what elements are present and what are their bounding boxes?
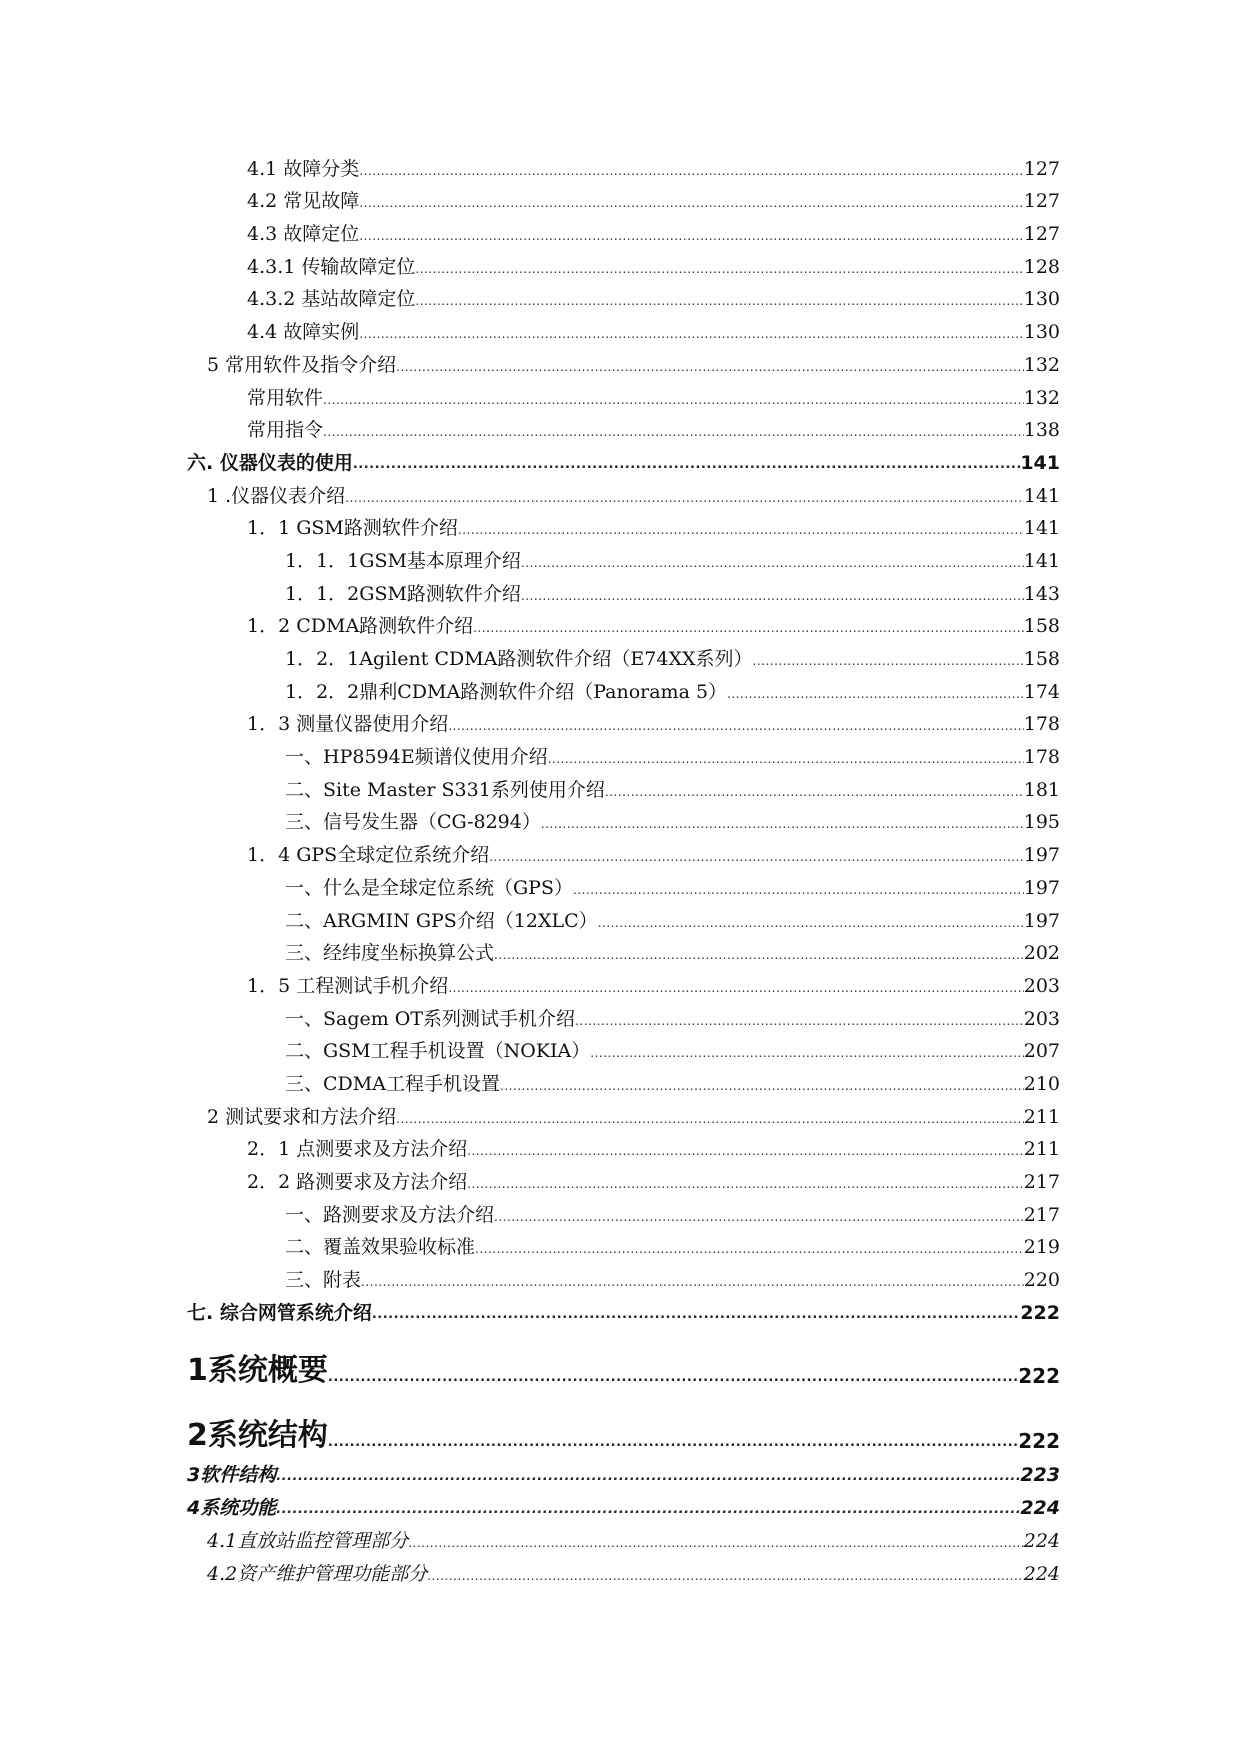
- toc-entry-title: 一、什么是全球定位系统（GPS）: [285, 876, 573, 899]
- toc-entry-title: 1．2．1Agilent CDMA路测软件介绍（E74XX系列）: [285, 648, 753, 670]
- toc-entry-page-number: 203: [1023, 974, 1060, 997]
- toc-entry[interactable]: [187, 1131, 1060, 1164]
- toc-entry-page-number: 158: [1023, 615, 1060, 638]
- toc-entry-title: 5 常用软件及指令介绍: [207, 353, 397, 376]
- toc-entry[interactable]: [187, 869, 1060, 902]
- toc-entry[interactable]: [187, 1261, 1060, 1294]
- toc-entry-title: 常用软件: [247, 386, 324, 409]
- toc-entry[interactable]: [187, 967, 1060, 1000]
- toc-entry-page-number: 181: [1023, 778, 1060, 801]
- toc-entry-title: 4.3.2 基站故障定位: [247, 288, 416, 311]
- dot-leader: [359, 230, 1023, 242]
- toc-entry-title: 三、CDMA工程手机设置: [285, 1072, 500, 1095]
- toc-entry-page-number: 138: [1023, 419, 1060, 442]
- dot-leader: [415, 295, 1023, 307]
- dot-leader: [573, 884, 1024, 896]
- toc-entry-page-number: 143: [1023, 582, 1060, 605]
- toc-entry-title: 七. 综合网管系统介绍: [187, 1301, 372, 1324]
- toc-entry[interactable]: [187, 935, 1060, 968]
- toc-entry[interactable]: [187, 1457, 1060, 1490]
- toc-entry[interactable]: [187, 1555, 1060, 1588]
- toc-entry[interactable]: [187, 1294, 1060, 1327]
- toc-entry-page-number: 222: [1020, 1301, 1060, 1324]
- toc-entry-title: 一、HP8594E频谱仪使用介绍: [285, 746, 548, 769]
- dot-leader: [467, 1145, 1024, 1157]
- toc-entry[interactable]: [187, 542, 1060, 575]
- toc-entry[interactable]: [187, 1163, 1060, 1196]
- dot-leader: [494, 949, 1024, 961]
- toc-entry-title: 三、经纬度坐标换算公式: [285, 942, 495, 965]
- toc-entry-title: 1．3 测量仪器使用介绍: [247, 713, 449, 736]
- toc-entry[interactable]: [187, 477, 1060, 510]
- toc-entry[interactable]: [187, 608, 1060, 641]
- toc-entry-title: 4系统功能: [187, 1497, 277, 1520]
- toc-entry-page-number: 197: [1023, 909, 1060, 932]
- dot-leader: [590, 1047, 1023, 1059]
- dot-leader: [473, 622, 1024, 634]
- toc-entry-title: 1．1．2GSM路测软件介绍: [285, 582, 521, 605]
- dot-leader: [361, 1276, 1024, 1288]
- dot-leader: [500, 1080, 1024, 1092]
- toc-entry[interactable]: [187, 1489, 1060, 1522]
- toc-entry[interactable]: [187, 215, 1060, 248]
- toc-entry[interactable]: [187, 1033, 1060, 1066]
- dot-leader: [408, 1537, 1024, 1549]
- dot-leader: [475, 1243, 1024, 1255]
- toc-entry[interactable]: [187, 313, 1060, 346]
- dot-leader: [548, 753, 1024, 765]
- toc-entry[interactable]: [187, 444, 1060, 477]
- dot-leader: [396, 361, 1024, 373]
- toc-entry-page-number: 130: [1023, 288, 1060, 311]
- toc-entry-page-number: 141: [1023, 484, 1060, 507]
- toc-entry-page-number: 174: [1023, 680, 1060, 703]
- toc-entry-page-number: 132: [1023, 353, 1060, 376]
- toc-entry[interactable]: [187, 1098, 1060, 1131]
- toc-entry[interactable]: [187, 836, 1060, 869]
- toc-entry[interactable]: [187, 346, 1060, 379]
- toc-entry-title: 二、Site Master S331系列使用介绍: [285, 778, 605, 801]
- toc-entry-page-number: 158: [1023, 648, 1060, 670]
- toc-entry[interactable]: [187, 183, 1060, 216]
- dot-leader: [345, 492, 1024, 504]
- toc-entry-page-number: 211: [1023, 1138, 1060, 1161]
- dot-leader: [427, 1570, 1024, 1582]
- toc-entry[interactable]: [187, 150, 1060, 183]
- toc-entry[interactable]: [187, 281, 1060, 314]
- dot-leader: [276, 1470, 1020, 1483]
- dot-leader: [727, 688, 1024, 700]
- toc-entry-page-number: 224: [1023, 1529, 1060, 1552]
- toc-entry[interactable]: [187, 510, 1060, 543]
- dot-leader: [276, 1503, 1020, 1516]
- toc-entry-title: 2．1 点测要求及方法介绍: [247, 1138, 468, 1161]
- toc-entry-page-number: 127: [1023, 223, 1060, 246]
- toc-entry[interactable]: [187, 248, 1060, 281]
- dot-leader: [575, 1015, 1024, 1027]
- toc-entry[interactable]: [187, 1065, 1060, 1098]
- toc-entry[interactable]: [187, 1522, 1060, 1555]
- toc-entry-page-number: 141: [1023, 549, 1060, 572]
- toc-entry-title: 1．2 CDMA路测软件介绍: [247, 615, 474, 638]
- toc-entry-page-number: 202: [1023, 942, 1060, 965]
- table-of-contents: [187, 150, 1060, 1588]
- toc-entry-title: 1．4 GPS全球定位系统介绍: [247, 844, 490, 867]
- dot-leader: [359, 197, 1023, 209]
- toc-entry-title: 二、ARGMIN GPS介绍（12XLC）: [285, 909, 598, 932]
- toc-entry[interactable]: [187, 379, 1060, 412]
- toc-entry-page-number: 223: [1020, 1464, 1060, 1487]
- dot-leader: [467, 1178, 1024, 1190]
- toc-entry-title: 4.1直放站监控管理部分: [207, 1529, 409, 1552]
- toc-entry-page-number: 128: [1023, 255, 1060, 278]
- dot-leader: [359, 165, 1023, 177]
- toc-entry[interactable]: [187, 1327, 1060, 1392]
- toc-entry-page-number: 132: [1023, 386, 1060, 409]
- dot-leader: [753, 655, 1024, 667]
- toc-entry-title: 二、覆盖效果验收标准: [285, 1236, 476, 1259]
- toc-entry-page-number: 219: [1023, 1236, 1060, 1259]
- toc-entry-title: 4.3 故障定位: [247, 223, 360, 246]
- toc-entry[interactable]: [187, 1229, 1060, 1262]
- toc-entry-page-number: 178: [1023, 713, 1060, 736]
- toc-entry-page-number: 127: [1023, 157, 1060, 180]
- toc-entry[interactable]: [187, 640, 1060, 673]
- dot-leader: [323, 394, 1024, 406]
- toc-entry[interactable]: [187, 575, 1060, 608]
- dot-leader: [521, 557, 1024, 569]
- toc-entry-title: 一、路测要求及方法介绍: [285, 1203, 495, 1226]
- toc-entry-page-number: 127: [1023, 190, 1060, 213]
- toc-entry[interactable]: [187, 706, 1060, 739]
- toc-entry-page-number: 197: [1023, 876, 1060, 899]
- dot-leader: [372, 1308, 1020, 1321]
- dot-leader: [448, 982, 1024, 994]
- toc-entry[interactable]: [187, 738, 1060, 771]
- toc-entry-title: 1．1．1GSM基本原理介绍: [285, 549, 521, 572]
- toc-entry-title: 2．2 路测要求及方法介绍: [247, 1171, 468, 1193]
- toc-entry-page-number: 130: [1023, 321, 1060, 344]
- toc-entry[interactable]: [187, 673, 1060, 706]
- dot-leader: [521, 590, 1024, 602]
- toc-entry-page-number: 222: [1018, 1428, 1060, 1453]
- toc-entry[interactable]: [187, 1000, 1060, 1033]
- toc-entry-title: 3软件结构: [187, 1464, 277, 1487]
- toc-entry-title: 1．1 GSM路测软件介绍: [247, 517, 458, 540]
- toc-entry-page-number: 207: [1023, 1040, 1060, 1063]
- toc-entry-title: 常用指令: [247, 419, 324, 442]
- toc-entry-title: 4.3.1 传输故障定位: [247, 255, 416, 278]
- toc-entry-title: 一、Sagem OT系列测试手机介绍: [285, 1007, 576, 1030]
- toc-entry-page-number: 178: [1023, 746, 1060, 769]
- toc-entry-page-number: 141: [1023, 517, 1060, 540]
- toc-entry-title: 2系统结构: [187, 1417, 328, 1453]
- toc-entry-page-number: 222: [1018, 1363, 1060, 1388]
- dot-leader: [458, 524, 1024, 536]
- toc-entry-page-number: 224: [1020, 1497, 1060, 1520]
- toc-entry-title: 4.2 常见故障: [247, 190, 360, 213]
- toc-entry-title: 1．5 工程测试手机介绍: [247, 974, 449, 997]
- toc-entry-page-number: 217: [1023, 1203, 1060, 1226]
- dot-leader: [541, 818, 1024, 830]
- toc-entry-title: 1系统概要: [187, 1352, 328, 1388]
- toc-entry-page-number: 224: [1023, 1562, 1060, 1585]
- toc-entry-page-number: 220: [1023, 1269, 1060, 1292]
- dot-leader: [328, 1436, 1018, 1449]
- toc-entry-page-number: 210: [1023, 1072, 1060, 1095]
- toc-entry-title: 4.4 故障实例: [247, 321, 360, 344]
- toc-entry-title: 三、附表: [285, 1269, 362, 1292]
- dot-leader: [328, 1371, 1018, 1384]
- dot-leader: [598, 917, 1024, 929]
- dot-leader: [353, 458, 1020, 471]
- dot-leader: [323, 426, 1024, 438]
- dot-leader: [359, 328, 1023, 340]
- toc-entry[interactable]: [187, 804, 1060, 837]
- toc-entry-title: 六. 仪器仪表的使用: [187, 451, 353, 474]
- dot-leader: [489, 851, 1024, 863]
- dot-leader: [415, 263, 1023, 275]
- toc-entry[interactable]: [187, 1196, 1060, 1229]
- toc-entry-page-number: 197: [1023, 844, 1060, 867]
- dot-leader: [448, 720, 1024, 732]
- toc-entry-page-number: 217: [1023, 1171, 1060, 1193]
- toc-entry[interactable]: [187, 1392, 1060, 1457]
- toc-entry-page-number: 211: [1023, 1105, 1060, 1128]
- dot-leader: [396, 1113, 1024, 1125]
- toc-entry-title: 二、GSM工程手机设置（NOKIA）: [285, 1040, 591, 1063]
- toc-entry[interactable]: [187, 902, 1060, 935]
- toc-entry[interactable]: [187, 412, 1060, 445]
- toc-entry-page-number: 203: [1023, 1007, 1060, 1030]
- toc-entry[interactable]: [187, 771, 1060, 804]
- toc-entry-page-number: 141: [1020, 451, 1060, 474]
- toc-entry-title: 4.1 故障分类: [247, 157, 360, 180]
- dot-leader: [494, 1211, 1024, 1223]
- toc-entry-title: 4.2资产维护管理功能部分: [207, 1562, 428, 1585]
- toc-entry-title: 2 测试要求和方法介绍: [207, 1105, 397, 1128]
- toc-entry-title: 1 .仪器仪表介绍: [207, 484, 346, 507]
- toc-entry-title: 三、信号发生器（CG-8294）: [285, 811, 541, 834]
- dot-leader: [605, 786, 1024, 798]
- toc-entry-title: 1．2．2鼎利CDMA路测软件介绍（Panorama 5）: [285, 680, 728, 703]
- toc-entry-page-number: 195: [1023, 811, 1060, 834]
